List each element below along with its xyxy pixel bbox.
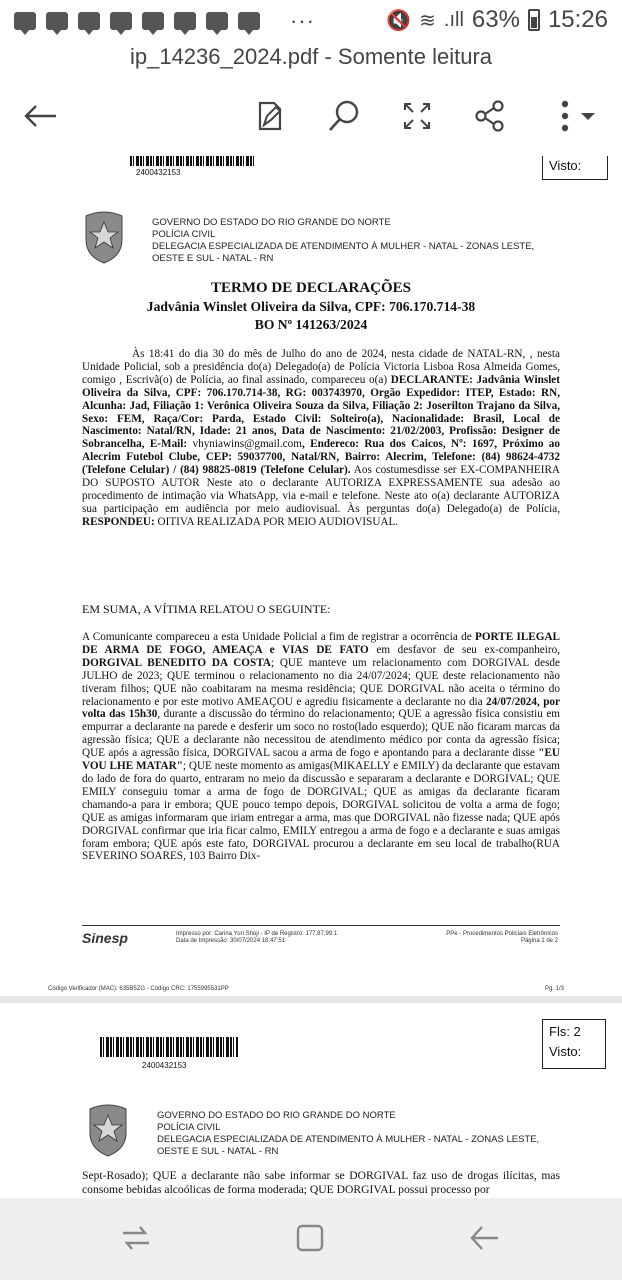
search-icon[interactable] xyxy=(322,94,366,138)
page-indicator: Pg. 1/3 xyxy=(545,986,565,992)
footer-right xyxy=(418,931,558,945)
print-date: Data de Impressão: 30/07/2024 18:47:51 xyxy=(176,938,286,944)
continuation-paragraph: Sept-Rosado); QUE a declarante não sabe informar se DORGIVAL faz uso de drogas ilícitas, mas consome bebidas alcoólicas de forma moderada; QUE DORGIVAL possui processo por xyxy=(82,1169,560,1196)
more-options-icon[interactable] xyxy=(548,94,604,138)
barcode-number: 2400432153 xyxy=(136,168,181,177)
institution-header xyxy=(157,1110,539,1158)
header-line: OESTE E SUL - NATAL - RN xyxy=(157,1146,279,1157)
header-line: POLÍCIA CIVIL xyxy=(157,1122,221,1133)
summary-paragraph xyxy=(82,631,560,863)
document-title: ip_14236_2024.pdf - Somente leitura xyxy=(129,44,493,69)
barcode-number: 2400432153 xyxy=(142,1061,187,1070)
pdf-page-2 xyxy=(0,1003,622,1198)
page-separator xyxy=(0,996,622,1003)
sinesp-logo: Sinesp xyxy=(82,930,128,946)
paragraph-segment: "EU VOU LHE MATAR" xyxy=(82,747,560,773)
paragraph-segment: Às 18:41 do dia 30 do mês de Julho do ano de 2024, nesta cidade de NATAL-RN, , nesta Unidade Policial, sob a presidência do(a) Delegado(a) de Polícia Victoria Lisboa Rosa Almeida Gomes, comigo , Escrivã(o) de Polícia, ao final assinado, compareceu o(a) xyxy=(82,348,560,386)
notification-icon xyxy=(110,12,132,30)
paragraph-segment: Aos costumesdisse ser EX-COMPANHEIRA DO SUPOSTO AUTOR Neste ato o declarante AUTORIZA EXPRESSAMENTE sua adesão ao procedimento de intimação via WhatsApp, via e-mail e telefone. Neste ato o(a) declarante AUTORIZA sua participação em audiência por meio audiovisual. Às perguntas do(a) Delegado(a) de Polícia, xyxy=(82,464,561,515)
recent-apps-icon[interactable] xyxy=(114,1218,158,1258)
notification-icon xyxy=(78,12,100,30)
edit-icon[interactable] xyxy=(248,94,292,138)
header-line: OESTE E SUL - NATAL - RN xyxy=(152,253,274,264)
paragraph-segment: PORTE ILEGAL DE ARMA DE FOGO, AMEAÇA e VIAS DE FATO xyxy=(82,631,560,656)
printed-by: Impresso por: Carina Yuri Shoji - IP de Registro: 177.87.99.1 xyxy=(176,931,338,937)
paragraph-segment: RESPONDEU: xyxy=(82,515,155,528)
document-heading: TERMO DE DECLARAÇÕES xyxy=(210,280,412,296)
police-badge-logo xyxy=(80,208,128,264)
notification-icon xyxy=(206,12,228,30)
notification-icon xyxy=(142,12,164,30)
barcode xyxy=(130,156,256,166)
back-icon[interactable] xyxy=(462,1218,506,1258)
institution-header xyxy=(152,217,534,265)
paragraph-segment: DORGIVAL BENEDITO DA COSTA xyxy=(82,656,271,669)
paragraph-segment: ; QUE neste momento as amigas(MIKAELLY e EMILY) da declarante que estavam do lado de fora do quarto, entraram no meio da discussão e separaram a declarante e DORGIVAL; QUE EMILY conseguiu tomar a arma de fogo de DORGIVAL; QUE as amigas da declarante ficaram chamando-a para ir embora; QUE pouco tempo depois, DORGIVAL solicitou de volta a arma de fogo; QUE as amigas informaram que iriam entregar a arma, mas que DORGIVAL não fizesse nada; QUE após DORGIVAL confirmar que iria ficar calmo, EMILY entregou a arma de fogo e a declarante e suas amigas foram embora; QUE após este fato, DORGIVAL procurou a declarante em seu local de trabalho(RUA SEVERINO SOARES, 103 Bairro Dix- xyxy=(82,760,560,863)
back-arrow-icon[interactable] xyxy=(18,94,62,138)
pdf-page-1 xyxy=(0,156,622,996)
more-notifications-indicator: ··· xyxy=(290,8,315,33)
system-indicators xyxy=(386,6,608,34)
notification-icon xyxy=(46,12,68,30)
home-icon[interactable] xyxy=(288,1218,332,1258)
header-line: DELEGACIA ESPECIALIZADA DE ATENDIMENTO À MULHER - NATAL - ZONAS LESTE, xyxy=(152,241,535,252)
notification-icon xyxy=(174,12,196,30)
wifi-icon: ≋ xyxy=(419,9,436,32)
system-name: PPe - Procedimentos Policiais Eletrônicos xyxy=(446,931,558,937)
navigation-bar xyxy=(0,1198,622,1280)
share-icon[interactable] xyxy=(468,94,512,138)
visto-label: Visto: xyxy=(549,1044,582,1059)
toolbar xyxy=(0,80,622,154)
police-badge-logo xyxy=(84,1101,132,1157)
footer-rule xyxy=(82,925,560,926)
barcode xyxy=(100,1037,238,1057)
signal-icon: .ıll xyxy=(443,8,464,31)
header-line: GOVERNO DO ESTADO DO RIO GRANDE DO NORTE xyxy=(157,1110,396,1121)
visto-box: Visto: xyxy=(542,156,608,180)
summary-heading: EM SUMA, A VÍTIMA RELATOU O SEGUINTE: xyxy=(82,602,331,616)
header-line: POLÍCIA CIVIL xyxy=(152,229,216,240)
paragraph-segment: A Comunicante compareceu a esta Unidade Policial a fim de registrar a ocorrência de xyxy=(82,631,476,643)
paragraph-segment: vhyniawins@gmail.com xyxy=(192,438,302,451)
clock: 15:26 xyxy=(547,6,608,33)
notification-icons xyxy=(14,12,260,30)
paragraph-segment: , Endereco: Rua dos Caicos, Nº: 1697, Próximo ao Alecrim Futebol Clube, CEP: 59037700, Natal/RN, Bairro: Alecrim, Telefone: (84) 98624-4732 (Telefone Celular) / (84) 98825-0819 (Telefone Celular). xyxy=(82,438,560,477)
fls-label: Fls: 2 xyxy=(549,1024,581,1039)
footer-left xyxy=(176,931,337,945)
header-line: GOVERNO DO ESTADO DO RIO GRANDE DO NORTE xyxy=(152,217,391,228)
battery-icon xyxy=(528,9,540,31)
declarant-subtitle: Jadvânia Winslet Oliveira da Silva, CPF: 706.170.714-38 xyxy=(146,299,476,314)
paragraph-segment: ; QUE manteve um relacionamento com DORGIVAL desde JULHO de 2023; QUE terminou o relacionamento no dia 24/07/2024; QUE deste relacionamento não tiveram filhos; QUE não coabitaram na mesma residência; QUE DORGIVAL não aceita o término do relacionamento e por este motivo AMEAÇOU e agrediu fisicamente a declarante no dia xyxy=(82,656,560,708)
bo-number: BO Nº 141263/2024 xyxy=(254,317,368,332)
declaration-paragraph xyxy=(82,348,560,529)
paragraph-segment: 24/07/2024, por volta das 15h30 xyxy=(82,695,560,721)
page-of: Página 1 de 2 xyxy=(520,938,558,944)
notification-icon xyxy=(238,12,260,30)
paragraph-segment: DECLARANTE: Jadvânia Winslet Oliveira da Silva, CPF: 706.170.714-38, RG: 003743970, Orgão Expedidor: ITEP, Estado: RN, Alcunha: Jad, Filiação 1: Verônica Oliveira Souza da Silva, Filiação 2: Joserilton Trajano da Silva, Sexo: FEM, Raça/Cor: Parda, Estado Civil: Solteiro(a), Nacionalidade: Brasil, Local de Nascimento: Natal/RN, Idade: 21 anos, Data de Nascimento: 21/02/2003, Profissão: Designer de Sobrancelha, E-Mail: xyxy=(82,373,560,451)
header-line: DELEGACIA ESPECIALIZADA DE ATENDIMENTO À MULHER - NATAL - ZONAS LESTE, xyxy=(157,1134,540,1145)
paragraph-segment: em desfavor de seu ex-companheiro, xyxy=(368,643,560,656)
battery-percent: 63% xyxy=(471,6,520,33)
notification-icon xyxy=(14,12,36,30)
paragraph-segment: OITIVA REALIZADA POR MEIO AUDIOVISUAL. xyxy=(154,515,399,528)
fullscreen-icon[interactable] xyxy=(395,94,439,138)
status-bar xyxy=(0,0,622,42)
paragraph-segment: , durante a discussão do término do relacionamento; QUE a agressão física consistiu em empurrar a declarante na parede e desferir um soco no rosto(lado esquerdo); QUE não ficaram marcas da agressão física; QUE a declarante não necessitou de atendimento médico por conta da agressão física; QUE após a agressão física, DORGIVAL sacou a arma de fogo e apontando para a declarante disse xyxy=(82,708,560,760)
mute-icon: 🔇 xyxy=(386,9,412,32)
fls-visto-box xyxy=(542,1019,606,1069)
verifier-code: Código Verificador (MAC): 635B5ZG - Código CRC: 1755995531PP xyxy=(48,986,229,992)
